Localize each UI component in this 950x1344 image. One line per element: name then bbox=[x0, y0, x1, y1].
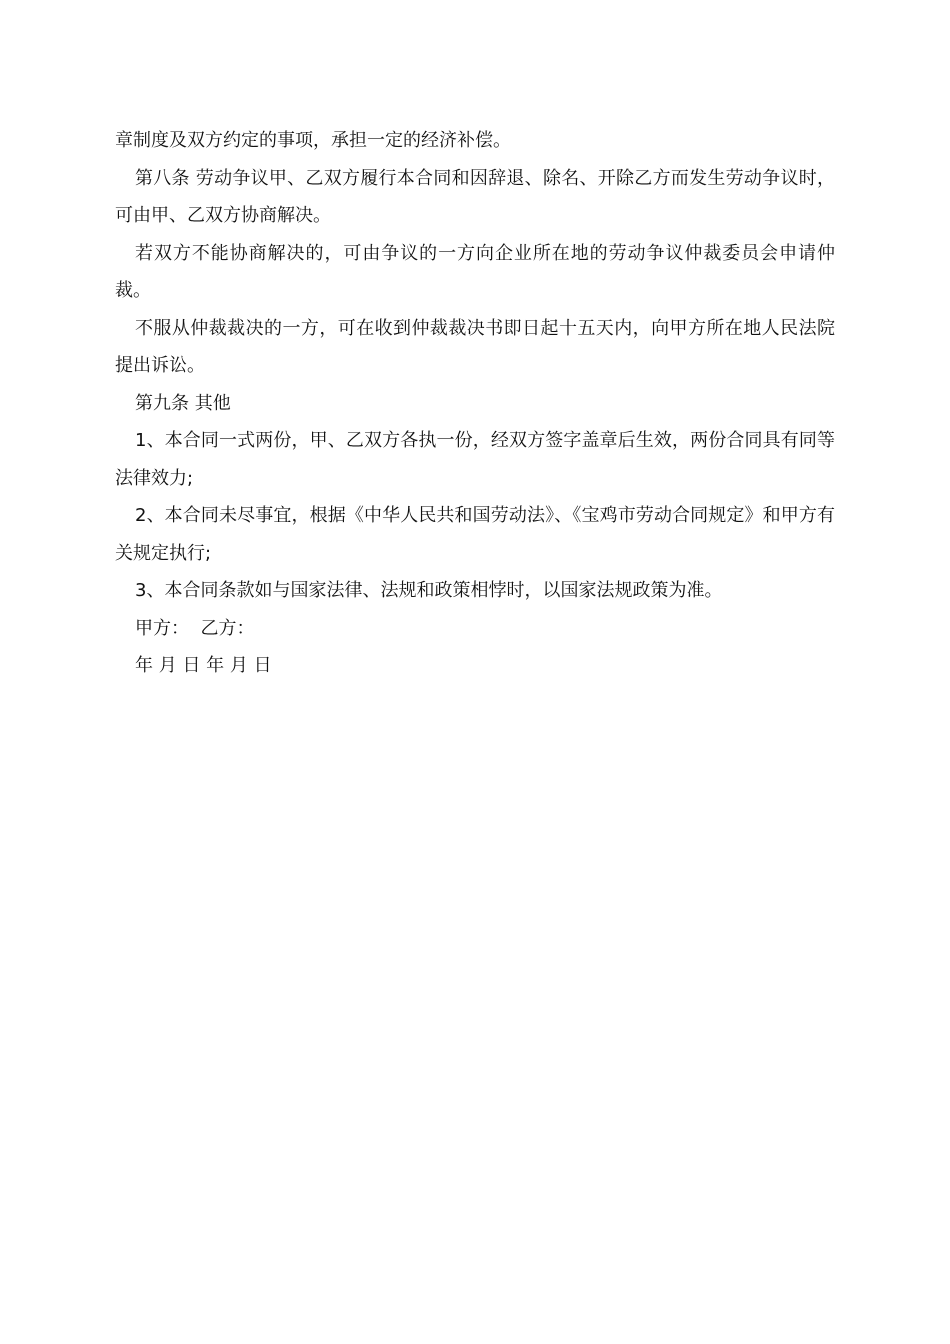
date-line: 年 月 日 年 月 日 bbox=[135, 655, 272, 676]
paragraph-clause-1: 1、本合同一式两份，甲、乙双方各执一份，经双方签字盖章后生效，两份合同具有同等法律效力; bbox=[115, 430, 835, 489]
paragraph-clause-2: 2、本合同未尽事宜，根据《中华人民共和国劳动法》、《宝鸡市劳动合同规定》和甲方有关规定执行; bbox=[115, 505, 835, 564]
paragraph-article-8: 第八条 劳动争议甲、乙双方履行本合同和因辞退、除名、开除乙方而发生劳动争议时，可由甲、乙双方协商解决。 bbox=[115, 167, 835, 226]
party-a-label: 甲方： bbox=[135, 617, 189, 639]
document-body bbox=[115, 122, 835, 685]
paragraph-compensation-tail: 章制度及双方约定的事项，承担一定的经济补偿。 bbox=[115, 130, 511, 151]
paragraph-litigation: 不服从仲裁裁决的一方，可在收到仲裁裁决书即日起十五天内，向甲方所在地人民法院提出诉讼。 bbox=[115, 317, 835, 376]
party-b-label: 乙方： bbox=[200, 617, 255, 639]
signature-line bbox=[115, 610, 835, 648]
paragraph-arbitration: 若双方不能协商解决的，可由争议的一方向企业所在地的劳动争议仲裁委员会申请仲裁。 bbox=[115, 242, 835, 301]
paragraph-article-9-heading: 第九条 其他 bbox=[135, 392, 231, 414]
paragraph-clause-3: 3、本合同条款如与国家法律、法规和政策相悖时，以国家法规政策为准。 bbox=[135, 580, 723, 601]
